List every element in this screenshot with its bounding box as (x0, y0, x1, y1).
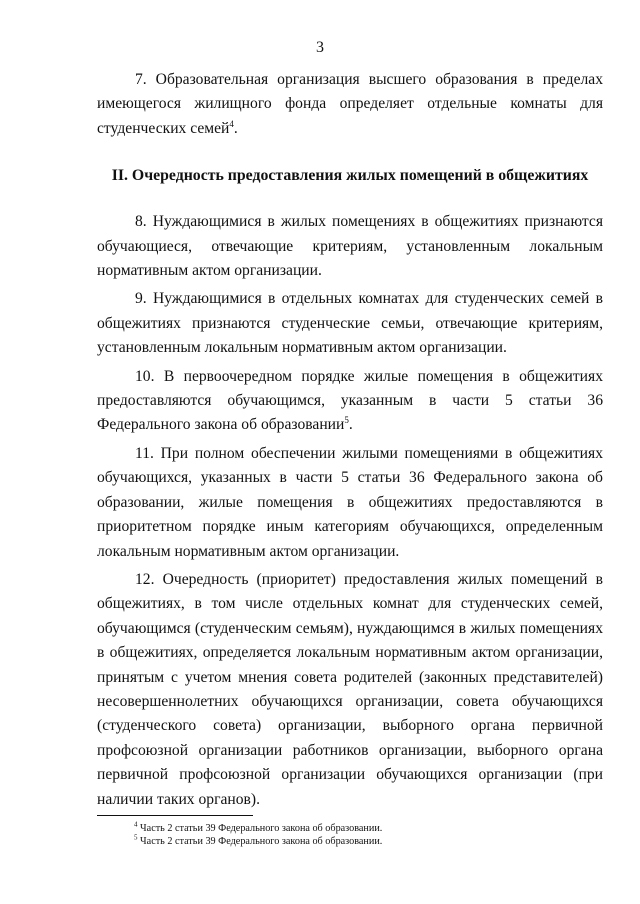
section-heading: II. Очередность предоставления жилых помещений в общежитиях (111, 167, 589, 185)
footnote-4: $^4$ Часть 2 статьи 39 Федерального закона об образовании. (134, 820, 383, 834)
paragraph-8: 8. Нуждающимися в жилых помещениях в общежитиях признаются обучающиеся, отвечающие критериям, установленным локальным нормативным актом организации. (97, 213, 603, 280)
paragraph-9: 9. Нуждающимися в отдельных комнатах для студенческих семей в общежитиях признаются студенческие семьи, отвечающие критериям, установленным локальным нормативным актом организации. (97, 290, 603, 357)
document-body (97, 68, 603, 812)
paragraph-7: 7. Образовательная организация высшего образования в пределах имеющегося жилищного фонда определяет отдельные комнаты для студенческих семей$^4$. (97, 71, 603, 137)
page-number: 3 (316, 39, 324, 56)
paragraph-10: 10. В первоочередном порядке жилые помещения в общежитиях предоставляются обучающимся, указанным в части 5 статьи 36 Федерального закона об образовании$^5$. (97, 367, 603, 434)
paragraph-12: 12. Очередность (приоритет) предоставления жилых помещений в общежитиях, в том числе отдельных комнат для студенческих семей, обучающимся (студенческим семьям), нуждающимся в жилых помещениях в общежитиях, определяется локальным нормативным актом организации, принятым с учетом мнения совета родителей (законных представителей) несовершеннолетних обучающихся организации, совета обучающихся (студенческого совета) организации, выборного органа первичной профсоюзной организации работников организации, выборного органа первичной профсоюзной организации обучающихся организации (при наличии таких органов). (97, 570, 603, 808)
footnote-divider (97, 815, 253, 816)
footnote-ref-5[interactable]: 5 (344, 415, 349, 426)
footnote-ref-4[interactable]: 4 (229, 118, 234, 129)
paragraph-11: 11. При полном обеспечении жилыми помещениями в общежитиях обучающихся, указанных в части 5 статьи 36 Федерального закона об образовании, жилые помещения в общежитиях предоставляются в приоритетном порядке иным категориям обучающихся, определенным локальным нормативным актом организации. (97, 444, 603, 560)
footnote-5: $^5$ Часть 2 статьи 39 Федерального закона об образовании. (134, 833, 383, 847)
footnotes (134, 822, 574, 848)
